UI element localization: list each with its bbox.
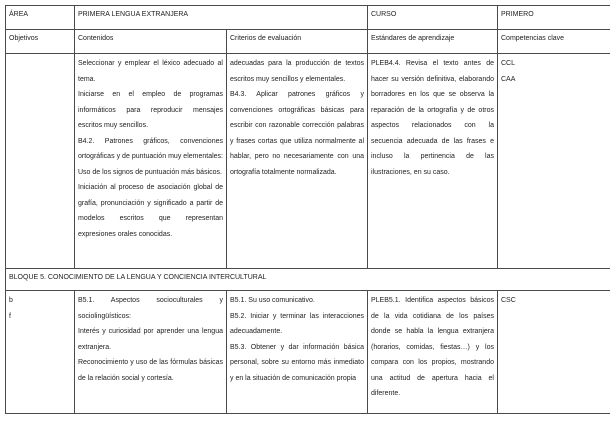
block5-objetivos	[6, 291, 75, 414]
course-label-cell: CURSO	[368, 6, 498, 30]
block4-competencias	[498, 54, 611, 269]
cell-paragraph: PLEB5.1. Identifica aspectos básicos de la vida cotidiana de los países donde se habla la lengua extranjera (horarios, comidas, fiestas…) y los compara con los propios, mostrando una actitud de apertura hacia el diferente.	[371, 297, 494, 397]
block4-estandares	[368, 54, 498, 269]
block5-contenidos	[75, 291, 227, 414]
cell-paragraph: B4.2. Patrones gráficos, convenciones ortográficas y de puntuación muy elementales: Uso de los signos de puntuación más básicos.	[78, 137, 223, 176]
block4-row	[6, 54, 611, 269]
col-header-estandares: Estándares de aprendizaje	[368, 30, 498, 54]
cell-paragraph: Iniciarse en el empleo de programas informáticos para reproducir mensajes escritos muy sencillos.	[78, 91, 223, 129]
header-row	[6, 6, 611, 30]
cell-paragraph: PLEB4.4. Revisa el texto antes de hacer su versión definitiva, elaborando borradores en los que se observa la reparación de la ortografía y de otros aspectos relacionados con la secuencia adecuada de las frases e incluso la pertinencia de las ilustraciones, en su caso.	[371, 60, 494, 176]
area-cell: ÁREA	[6, 6, 75, 30]
block5-estandares	[368, 291, 498, 414]
block5-title: BLOQUE 5. CONOCIMIENTO DE LA LENGUA Y CONCIENCIA INTERCULTURAL	[6, 269, 611, 291]
cell-paragraph: B5.1. Aspectos socioculturales y sociolingüísticos:	[78, 297, 223, 320]
col-header-contenidos: Contenidos	[75, 30, 227, 54]
block5-row	[6, 291, 611, 414]
subject-cell: PRIMERA LENGUA EXTRANJERA	[75, 6, 368, 30]
cell-paragraph: CCL	[501, 60, 516, 67]
cell-paragraph: Reconocimiento y uso de las fórmulas básicas de la relación social y cortesía.	[78, 359, 223, 382]
cell-paragraph: B4.3. Aplicar patrones gráficos y convenciones ortográficas básicas para escribir con razonable corrección palabras y frases cortas que utiliza normalmente al hablar, pero no necesariamente con una ortografía totalmente normalizada.	[230, 91, 364, 176]
curriculum-page	[5, 5, 610, 433]
col-header-competencias: Competencias clave	[498, 30, 611, 54]
curriculum-table	[5, 5, 610, 414]
course-value-cell: PRIMERO	[498, 6, 611, 30]
cell-paragraph: f	[9, 312, 11, 320]
col-header-objetivos: Objetivos	[6, 30, 75, 54]
block4-criterios	[227, 54, 368, 269]
column-header-row	[6, 30, 611, 54]
cell-paragraph: adecuadas para la producción de textos escritos muy sencillos y elementales.	[230, 60, 364, 83]
cell-paragraph: B5.3. Obtener y dar información básica personal, sobre su entorno más inmediato y en la situación de comunicación propia	[230, 343, 364, 382]
col-header-criterios: Criterios de evaluación	[227, 30, 368, 54]
cell-paragraph: Seleccionar y emplear el léxico adecuado al tema.	[78, 60, 223, 83]
block4-objetivos	[6, 54, 75, 269]
cell-paragraph: B5.1. Su uso comunicativo.	[230, 297, 315, 304]
cell-paragraph: B5.2. Iniciar y terminar las interacciones adecuadamente.	[230, 312, 364, 335]
cell-paragraph: Iniciación al proceso de asociación global de grafía, pronunciación y significado a partir de modelos escritos que representan expresiones orales conocidas.	[78, 184, 223, 238]
cell-paragraph: Interés y curiosidad por aprender una lengua extranjera.	[78, 328, 223, 351]
cell-paragraph: CSC	[501, 297, 516, 304]
block5-criterios	[227, 291, 368, 414]
block5-title-row	[6, 269, 611, 291]
cell-paragraph: CAA	[501, 75, 516, 83]
cell-paragraph: b	[9, 297, 13, 304]
block4-contenidos	[75, 54, 227, 269]
block5-competencias	[498, 291, 611, 414]
